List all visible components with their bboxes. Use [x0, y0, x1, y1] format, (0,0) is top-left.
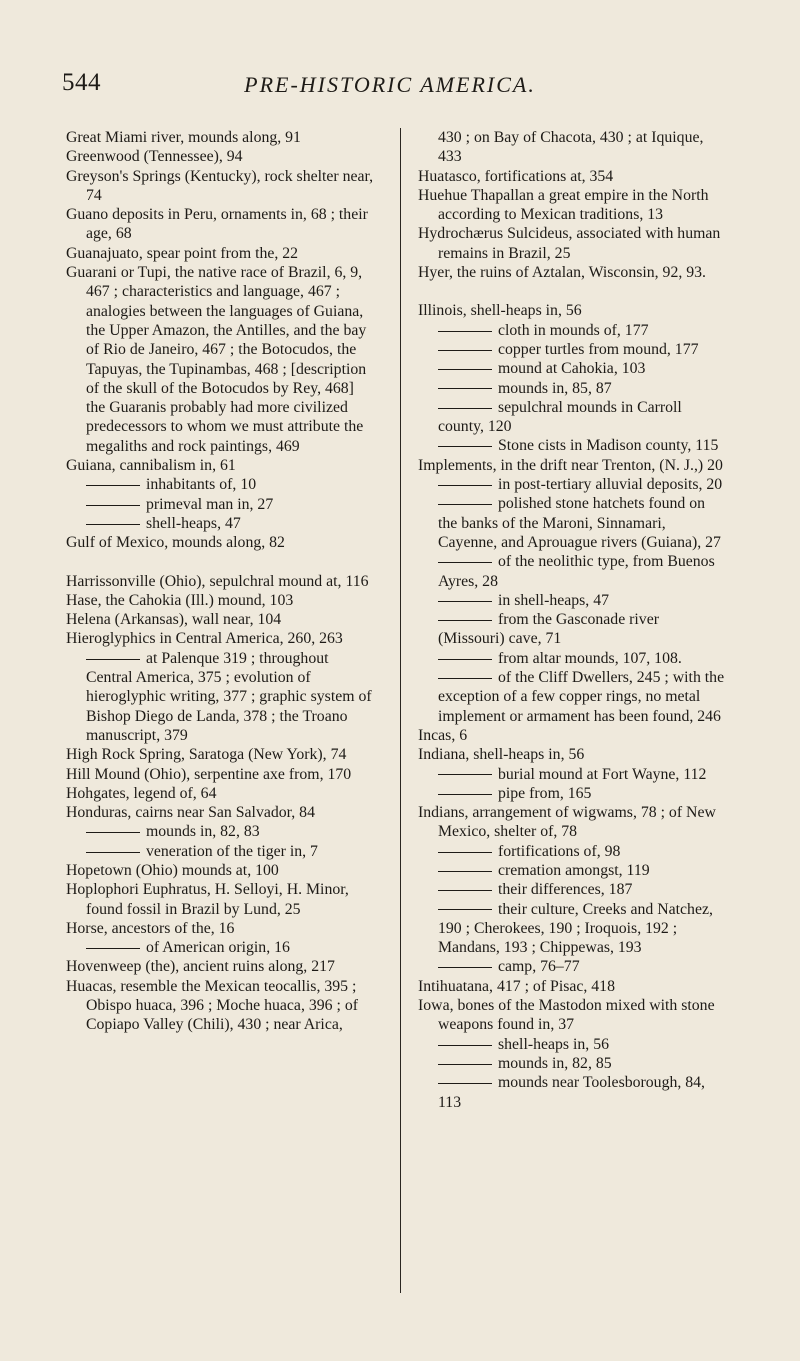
entry-text: primeval man in, 27 [146, 495, 274, 513]
entry-text: in post-tertiary alluvial deposits, 20 [498, 476, 723, 494]
index-subentry [418, 475, 726, 494]
entry-text: camp, 76–77 [498, 958, 580, 976]
index-entry [66, 861, 374, 880]
index-entry [66, 977, 374, 1035]
column-divider [400, 128, 401, 1293]
entry-text: Indiana, shell-heaps in, 56 [418, 746, 585, 764]
entry-text: Greyson's Springs (Kentucky), rock shelter near, 74 [66, 167, 374, 204]
entry-text: from the Gasconade river (Missouri) cave, 71 [438, 611, 659, 648]
index-subentry [418, 784, 726, 803]
entry-text: cremation amongst, 119 [498, 861, 650, 879]
entry-text: mounds in, 82, 85 [498, 1054, 612, 1072]
entry-text: burial mound at Fort Wayne, 112 [498, 765, 707, 783]
repeat-dash [86, 832, 140, 833]
index-entry [66, 167, 374, 206]
entry-text: Hieroglyphics in Central America, 260, 263 [66, 630, 343, 648]
section-gap [418, 282, 726, 301]
repeat-dash [438, 620, 492, 621]
index-subentry [418, 359, 726, 378]
entry-text: Intihuatana, 417 ; of Pisac, 418 [418, 977, 615, 995]
entry-text: mound at Cahokia, 103 [498, 360, 646, 378]
entry-text: Honduras, cairns near San Salvador, 84 [66, 804, 315, 822]
index-entry [418, 301, 726, 320]
index-subentry [418, 398, 726, 437]
index-column-left [66, 128, 374, 1035]
index-entry [66, 919, 374, 938]
entry-text: shell-heaps, 47 [146, 514, 241, 532]
entry-text: Horse, ancestors of the, 16 [66, 919, 235, 937]
repeat-dash [438, 601, 492, 602]
entry-text: Helena (Arkansas), wall near, 104 [66, 611, 282, 629]
entry-text: Guanajuato, spear point from the, 22 [66, 244, 299, 262]
entry-text: Gulf of Mexico, mounds along, 82 [66, 534, 285, 552]
entry-text: of the neolithic type, from Buenos Ayres, 28 [438, 553, 715, 590]
index-subentry [418, 668, 726, 726]
index-subentry [418, 340, 726, 359]
index-subentry [66, 938, 374, 957]
running-head: PRE-HISTORIC AMERICA. [244, 72, 536, 97]
entry-text: Huatasco, fortifications at, 354 [418, 167, 614, 185]
index-entry [66, 591, 374, 610]
repeat-dash [438, 369, 492, 370]
entry-text: fortifications of, 98 [498, 842, 621, 860]
index-entry [66, 244, 374, 263]
entry-text: Greenwood (Tennessee), 94 [66, 148, 243, 166]
entry-text: cloth in mounds of, 177 [498, 321, 649, 339]
index-entry [418, 745, 726, 764]
entry-text: Hyer, the ruins of Aztalan, Wisconsin, 92, 93. [418, 264, 706, 282]
entry-text: Guarani or Tupi, the native race of Brazil, 6, 9, 467 ; characteristics and language, 467 ; analogies between the languages of Guiana, the Upper Amazon, the Antilles, and the bay of Rio de Janeiro, 467 ; the Botocudos, the Tapuyas, the Tupinambas, 468 ; [description of the skull of the Botocudos by Rey, 468] the Guaranis probably had more civilized predecessors to whom we must attribute the megaliths and rock paintings, 469 [66, 264, 367, 455]
index-entry [418, 726, 726, 745]
index-entry [66, 533, 374, 552]
entry-text: inhabitants of, 10 [146, 476, 257, 494]
entry-text: Harrissonville (Ohio), sepulchral mound at, 116 [66, 572, 369, 590]
index-subentry [66, 649, 374, 745]
entry-text: Guano deposits in Peru, ornaments in, 68 ; their age, 68 [66, 206, 368, 243]
index-entry [66, 784, 374, 803]
index-entry [418, 977, 726, 996]
entry-text: copper turtles from mound, 177 [498, 340, 699, 358]
repeat-dash [438, 852, 492, 853]
entry-text: Illinois, shell-heaps in, 56 [418, 302, 582, 320]
index-subentry [66, 842, 374, 861]
entry-text: in shell-heaps, 47 [498, 591, 609, 609]
repeat-dash [438, 485, 492, 486]
index-subentry [418, 1035, 726, 1054]
index-subentry [418, 861, 726, 880]
index-entry [66, 263, 374, 456]
repeat-dash [438, 350, 492, 351]
index-subentry [418, 765, 726, 784]
entry-text: Hovenweep (the), ancient ruins along, 217 [66, 958, 335, 976]
entry-text: mounds in, 82, 83 [146, 823, 260, 841]
index-subentry [66, 495, 374, 514]
entry-text: Hase, the Cahokia (Ill.) mound, 103 [66, 591, 294, 609]
entry-text: Huehue Thapallan a great empire in the North according to Mexican traditions, 13 [418, 186, 709, 224]
index-subentry [418, 436, 726, 455]
index-entry [418, 128, 726, 167]
index-subentry [418, 610, 726, 649]
repeat-dash [438, 331, 492, 332]
repeat-dash [438, 1064, 492, 1065]
index-entry [66, 147, 374, 166]
entry-text: mounds in, 85, 87 [498, 379, 612, 397]
entry-text: their culture, Creeks and Natchez, 190 ; Cherokees, 190 ; Iroquois, 192 ; Mandans, 193 ; Chippewas, 193 [438, 900, 713, 957]
entry-text: Hohgates, legend of, 64 [66, 784, 217, 802]
index-entry [418, 996, 726, 1035]
repeat-dash [86, 948, 140, 949]
repeat-dash [438, 446, 492, 447]
repeat-dash [438, 794, 492, 795]
index-subentry [418, 321, 726, 340]
repeat-dash [438, 871, 492, 872]
index-entry [418, 803, 726, 842]
index-entry [66, 880, 374, 919]
index-entry [66, 610, 374, 629]
repeat-dash [438, 562, 492, 563]
repeat-dash [438, 408, 492, 409]
entry-text: veneration of the tiger in, 7 [146, 842, 318, 860]
entry-text: pipe from, 165 [498, 784, 592, 802]
entry-text: High Rock Spring, Saratoga (New York), 74 [66, 746, 347, 764]
index-subentry [418, 379, 726, 398]
entry-text: their differences, 187 [498, 881, 633, 899]
repeat-dash [438, 388, 492, 389]
entry-text: Stone cists in Madison county, 115 [498, 437, 719, 455]
entry-text: from altar mounds, 107, 108. [498, 649, 682, 667]
repeat-dash [86, 524, 140, 525]
index-entry [66, 205, 374, 244]
index-subentry [418, 494, 726, 552]
entry-text: of the Cliff Dwellers, 245 ; with the exception of a few copper rings, no metal implement or armament has been found, 246 [438, 669, 725, 725]
index-subentry [418, 552, 726, 591]
index-entry [418, 456, 726, 475]
repeat-dash [86, 852, 140, 853]
index-entry [418, 263, 726, 282]
index-entry [66, 957, 374, 976]
entry-text: Iowa, bones of the Mastodon mixed with stone weapons found in, 37 [418, 997, 715, 1034]
index-column-right [418, 128, 726, 1112]
page-number: 544 [62, 69, 101, 96]
entry-text: Hill Mound (Ohio), serpentine axe from, 170 [66, 765, 352, 783]
index-subentry [418, 842, 726, 861]
entry-text: Hopetown (Ohio) mounds at, 100 [66, 861, 279, 879]
index-entry [66, 128, 374, 147]
entry-text: Hoplophori Euphratus, H. Selloyi, H. Minor, found fossil in Brazil by Lund, 25 [66, 881, 349, 918]
entry-text: at Palenque 319 ; throughout Central America, 375 ; evolution of hieroglyphic writing, 377 ; graphic system of Bishop Diego de Landa, 378 ; the Troano manuscript, 379 [86, 649, 372, 744]
index-subentry [418, 649, 726, 668]
index-entry [66, 803, 374, 822]
index-entry [66, 572, 374, 591]
entry-text: 430 ; on Bay of Chacota, 430 ; at Iquique, 433 [438, 129, 704, 166]
entry-text: Guiana, cannibalism in, 61 [66, 457, 236, 475]
section-gap [66, 553, 374, 572]
entry-text: sepulchral mounds in Carroll county, 120 [438, 398, 682, 436]
index-subentry [418, 591, 726, 610]
repeat-dash [438, 678, 492, 679]
repeat-dash [438, 909, 492, 910]
entry-text: shell-heaps in, 56 [498, 1035, 609, 1053]
entry-text: Hydrochærus Sulcideus, associated with human remains in Brazil, 25 [418, 225, 721, 262]
entry-text: mounds near Toolesborough, 84, 113 [438, 1074, 706, 1111]
repeat-dash [438, 1083, 492, 1084]
entry-text: Indians, arrangement of wigwams, 78 ; of New Mexico, shelter of, 78 [418, 804, 716, 841]
index-subentry [66, 822, 374, 841]
entry-text: Implements, in the drift near Trenton, (N. J.,) 20 [418, 456, 723, 474]
index-subentry [66, 475, 374, 494]
repeat-dash [438, 774, 492, 775]
index-subentry [418, 900, 726, 958]
entry-text: Great Miami river, mounds along, 91 [66, 129, 301, 146]
index-subentry [418, 1073, 726, 1112]
index-subentry [418, 1054, 726, 1073]
index-entry [66, 629, 374, 648]
index-entry [66, 765, 374, 784]
entry-text: Incas, 6 [418, 726, 468, 744]
index-subentry [418, 880, 726, 899]
index-entry [418, 167, 726, 186]
index-entry [66, 456, 374, 475]
index-subentry [418, 957, 726, 976]
index-subentry [66, 514, 374, 533]
entry-text: of American origin, 16 [146, 939, 290, 957]
repeat-dash [438, 890, 492, 891]
repeat-dash [438, 659, 492, 660]
index-entry [418, 224, 726, 263]
repeat-dash [86, 659, 140, 660]
index-entry [418, 186, 726, 225]
repeat-dash [438, 504, 492, 505]
repeat-dash [86, 485, 140, 486]
repeat-dash [438, 967, 492, 968]
index-entry [66, 745, 374, 764]
repeat-dash [86, 505, 140, 506]
entry-text: Huacas, resemble the Mexican teocallis, 395 ; Obispo huaca, 396 ; Moche huaca, 396 ; of Copiapo Valley (Chili), 430 ; near Arica, [66, 977, 358, 1034]
repeat-dash [438, 1045, 492, 1046]
entry-text: polished stone hatchets found on the banks of the Maroni, Sinnamari, Cayenne, and Aprouague rivers (Guiana), 27 [438, 495, 721, 551]
